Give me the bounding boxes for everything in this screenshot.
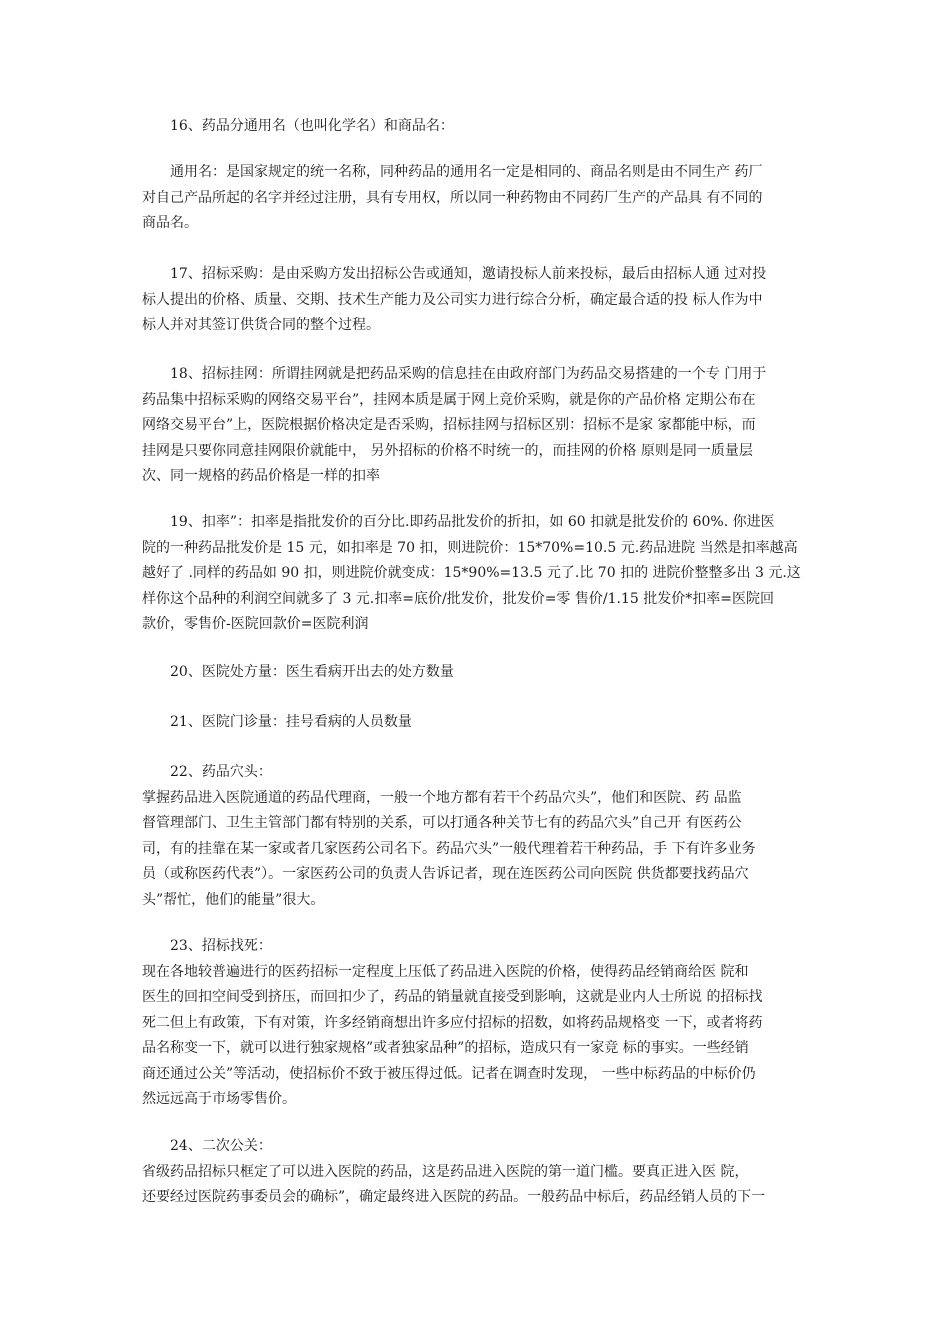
text-line: 督管理部门、卫生主管部门都有特别的关系，可以打通各种关节七有的药品穴头”自己开 有医药公 (142, 815, 742, 831)
paragraph-19 (142, 510, 818, 638)
text-line: 对自己产品所起的名字并经过注册，具有专用权，所以同一种药物由不同药厂生产的产品具 有不同的 (142, 189, 763, 206)
text-line: 商品名。 (142, 215, 198, 231)
text-line: 款价，零售价-医院回款价=医院利润 (142, 616, 369, 632)
text-line: 还要经过医院药事委员会的确标”，确定最终进入医院的药品。一般药品中标后，药品经销人员的下一 (142, 1189, 766, 1205)
text-line: 现在各地较普遍进行的医药招标一定程度上压低了药品进入医院的价格，使得药品经销商给医 院和 (142, 963, 749, 980)
text-line: 24、二次公关： (142, 1138, 272, 1154)
text-line: 院的一种药品批发价是 15 元，如扣率是 70 扣，则进院价：15*70%=10.5 元.药品进院 当然是扣率越高 (142, 539, 798, 556)
text-line: 17、招标采购：是由采购方发出招标公告或通知，邀请投标人前来投标，最后由招标人通 过对投 (142, 266, 767, 282)
text-line: 16、药品分通用名（也叫化学名）和商品名： (142, 118, 454, 134)
text-line: 通用名：是国家规定的统一名称，同种药品的通用名一定是相同的、商品名则是由不同生产 药厂 (142, 164, 763, 180)
paragraph-16 (142, 114, 818, 140)
text-line: 19、扣率”：扣率是指批发价的百分比.即药品批发价的折扣，如 60 扣就是批发价的 60%. 你进医 (142, 514, 775, 530)
text-line: 样你这个品种的利润空间就多了 3 元.扣率=底价/批发价，批发价=零 售价/1.15 批发价*扣率=医院回 (142, 590, 774, 607)
text-line: 标人并对其签订供货合同的整个过程。 (142, 317, 380, 333)
text-line: 23、招标找死： (142, 938, 272, 954)
paragraph-23 (142, 934, 818, 1113)
text-line: 掌握药品进入医院通道的药品代理商，一般一个地方都有若干个药品穴头”，他们和医院、药 品监 (142, 789, 742, 806)
text-line: 省级药品招标只框定了可以进入医院的药品，这是药品进入医院的第一道门槛。要真正进入医 院， (142, 1163, 749, 1180)
paragraph-20 (142, 660, 818, 686)
text-line: 员（或称医药代表”）。一家医药公司的负责人告诉记者，现在连医药公司向医院 供货都要找药品穴 (142, 866, 749, 882)
text-line: 18、招标挂网：所谓挂网就是把药品采购的信息挂在由政府部门为药品交易搭建的一个专 门用于 (142, 366, 767, 382)
text-line: 22、药品穴头： (142, 764, 272, 780)
text-line: 次、同一规格的药品价格是一样的扣率 (142, 468, 380, 484)
text-line: 医生的回扣空间受到挤压，而回扣少了，药品的销量就直接受到影响，这就是业内人士所说 的招标找 (142, 989, 763, 1005)
paragraph-18 (142, 362, 818, 490)
text-line: 药品集中招标采购的网络交易平台”，挂网本质是属于网上竞价采购，就是你的产品价格 定期公布在 (142, 391, 756, 408)
text-line: 20、医院处方量：医生看病开出去的处方数量 (142, 664, 454, 680)
text-line: 21、医院门诊量：挂号看病的人员数量 (142, 714, 412, 730)
text-line: 商还通过公关”等活动，使招标价不致于被压得过低。记者在调查时发现， 一些中标药品的中标价仍 (142, 1065, 756, 1082)
text-line: 标人提出的价格、质量、交期、技术生产能力及公司实力进行综合分析，确定最合适的投 标人作为中 (142, 291, 763, 308)
text-line: 然远远高于市场零售价。 (142, 1091, 296, 1107)
text-line: 死二但上有政策，下有对策，许多经销商想出许多应付招标的招数，如将药品规格变 一下，或者将药 (142, 1014, 763, 1031)
text-line: 越好了 .同样的药品如 90 扣，则进院价就变成：15*90%=13.5 元了.比 70 扣的 进院价整整多出 3 元.这 (142, 565, 801, 581)
paragraph-24 (142, 1134, 818, 1211)
paragraph-17 (142, 262, 818, 339)
text-line: 品名称变一下，就可以进行独家规格”或者独家品种”的招标，造成只有一家竞 标的事实。一些经销 (142, 1040, 749, 1056)
text-line: 网络交易平台”上，医院根据价格决定是否采购，招标挂网与招标区别：招标不是家 家都能中标，而 (142, 417, 756, 433)
text-line: 头”帮忙，他们的能量”很大。 (142, 891, 325, 908)
paragraph-21 (142, 710, 818, 736)
text-line: 司，有的挂靠在某一家或者几家医药公司名下。药品穴头”一般代理着若干种药品，手 下有许多业务 (142, 840, 756, 857)
paragraph-16-definition (142, 160, 818, 237)
text-line: 挂网是只要你同意挂网限价就能中， 另外招标的价格不时统一的，而挂网的价格 原则是同一质量层 (142, 442, 753, 459)
paragraph-22 (142, 760, 818, 913)
